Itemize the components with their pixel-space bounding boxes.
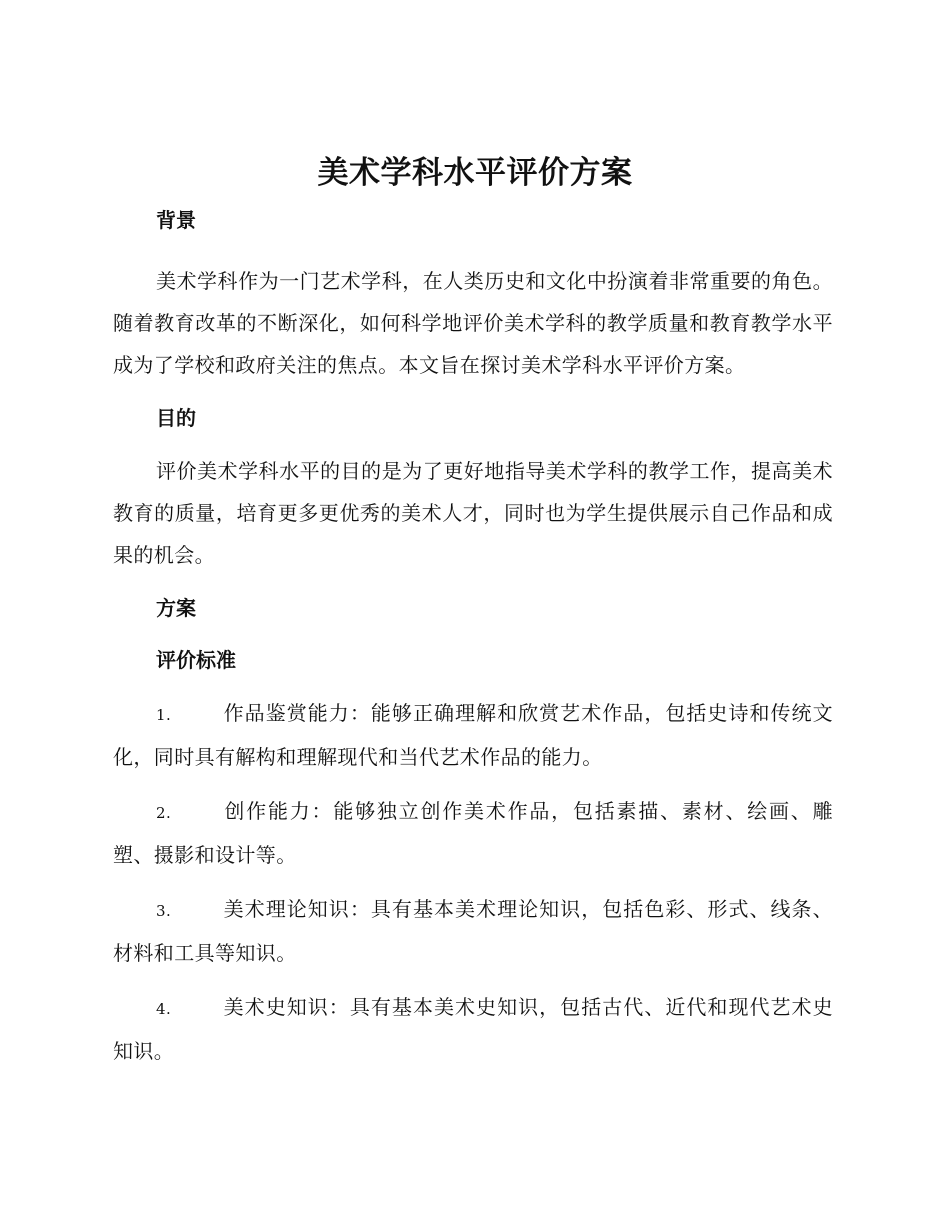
section-heading-plan: 方案	[156, 596, 196, 620]
criteria-item	[113, 692, 833, 778]
item-number: 3.	[156, 902, 172, 920]
item-number: 4.	[156, 1000, 172, 1018]
item-text: 作品鉴赏能力：能够正确理解和欣赏艺术作品，包括史诗和传统文化，同时具有解构和理解现代和当代艺术作品的能力。	[113, 701, 833, 769]
item-text: 美术理论知识：具有基本美术理论知识，包括色彩、形式、线条、材料和工具等知识。	[113, 897, 833, 965]
criteria-item	[113, 790, 833, 876]
item-text: 美术史知识：具有基本美术史知识，包括古代、近代和现代艺术史知识。	[113, 995, 833, 1063]
document-title: 美术学科水平评价方案	[317, 155, 633, 191]
item-number: 1.	[156, 706, 172, 724]
criteria-item	[113, 888, 833, 974]
subheading-criteria: 评价标准	[156, 648, 236, 672]
criteria-item	[113, 986, 833, 1072]
section-heading-background: 背景	[156, 208, 196, 232]
background-paragraph: 美术学科作为一门艺术学科，在人类历史和文化中扮演着非常重要的角色。随着教育改革的不断深化，如何科学地评价美术学科的教学质量和教育教学水平成为了学校和政府关注的焦点。本文旨在探讨美术学科水平评价方案。	[113, 269, 833, 377]
item-text: 创作能力：能够独立创作美术作品，包括素描、素材、绘画、雕塑、摄影和设计等。	[113, 799, 833, 867]
item-number: 2.	[156, 804, 172, 822]
purpose-paragraph: 评价美术学科水平的目的是为了更好地指导美术学科的教学工作，提高美术教育的质量，培育更多更优秀的美术人才，同时也为学生提供展示自己作品和成果的机会。	[113, 459, 833, 567]
document-body	[113, 200, 833, 1072]
section-heading-purpose: 目的	[156, 406, 196, 430]
